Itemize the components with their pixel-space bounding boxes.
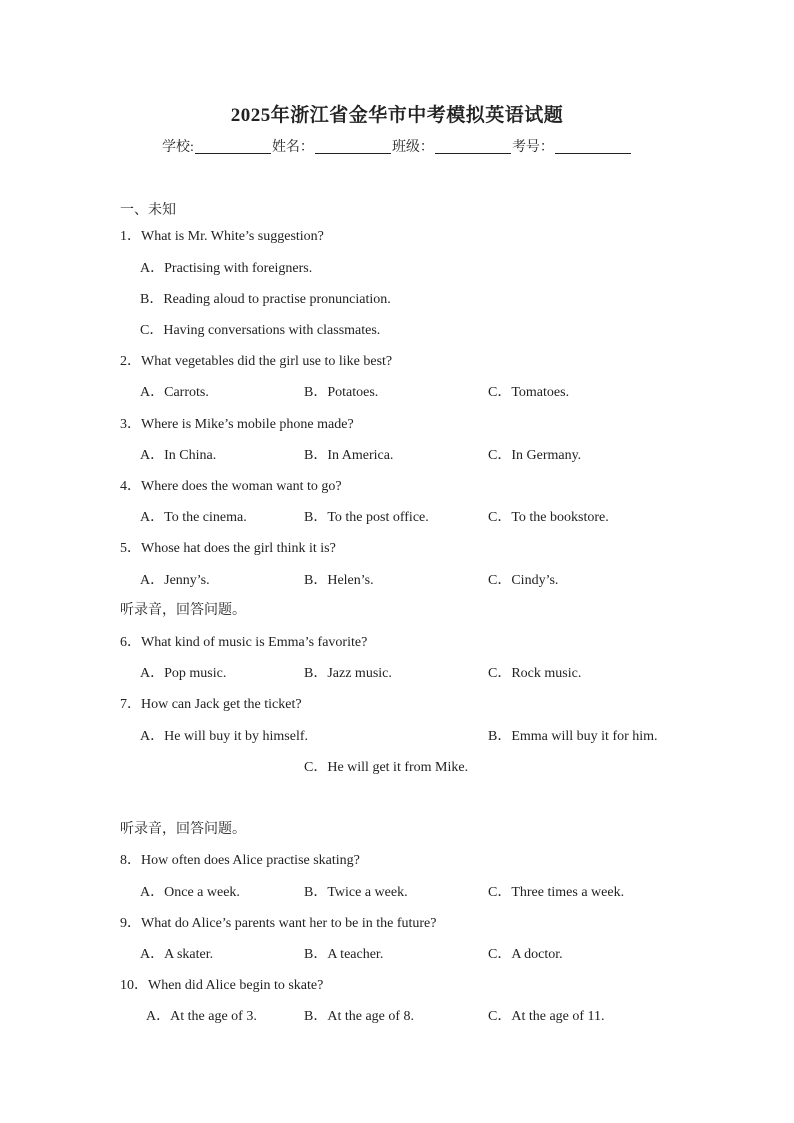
option-text: Cindy’s. [511, 573, 559, 588]
option-b [140, 293, 391, 307]
option-a [140, 511, 247, 525]
option-letter: C． [488, 666, 512, 681]
option-text: Jazz music. [327, 666, 392, 681]
section-heading: 一、未知 [120, 203, 176, 218]
option-text: To the post office. [327, 510, 429, 525]
option-a [140, 948, 213, 962]
question-7 [120, 698, 302, 712]
option-letter: C． [488, 885, 512, 900]
option-text: To the bookstore. [511, 510, 609, 525]
question-number: 5． [120, 541, 141, 556]
question-number: 6． [120, 635, 141, 650]
option-text: Twice a week. [327, 885, 408, 900]
option-a [146, 1010, 257, 1024]
question-number: 10． [120, 978, 148, 993]
option-text: In Germany. [511, 448, 582, 463]
page-title: 2025年浙江省金华市中考模拟英语试题 [230, 105, 564, 126]
option-c [488, 449, 581, 463]
school-label: 学校: [162, 140, 194, 155]
question-6 [120, 636, 367, 650]
option-c [488, 948, 563, 962]
option-text: Pop music. [164, 666, 227, 681]
question-text: How can Jack get the ticket? [141, 697, 302, 712]
question-5 [120, 542, 336, 556]
option-letter: A． [140, 573, 165, 588]
question-text: Whose hat does the girl think it is? [141, 541, 336, 556]
name-blank[interactable] [315, 139, 391, 154]
listening-instruction: 听录音，回答问题。 [120, 603, 246, 618]
school-blank[interactable] [195, 139, 271, 154]
option-letter: B． [140, 292, 164, 307]
exam-number-blank[interactable] [555, 139, 631, 154]
option-text: Jenny’s. [164, 573, 210, 588]
exam-number-label: 考号： [511, 140, 554, 155]
option-letter: C． [488, 385, 512, 400]
class-blank[interactable] [435, 139, 511, 154]
option-b [304, 574, 374, 588]
option-text: At the age of 8. [327, 1009, 415, 1024]
option-text: Helen’s. [327, 573, 374, 588]
question-text: When did Alice begin to skate? [148, 978, 324, 993]
question-number: 3． [120, 417, 141, 432]
option-letter: B． [304, 1009, 328, 1024]
option-letter: A． [140, 729, 165, 744]
option-a [140, 667, 226, 681]
option-c [488, 667, 581, 681]
option-text: Potatoes. [327, 385, 379, 400]
option-b [304, 667, 392, 681]
option-a [140, 386, 209, 400]
option-c [488, 886, 624, 900]
option-letter: C． [488, 448, 512, 463]
option-text: Once a week. [164, 885, 240, 900]
option-b [304, 511, 429, 525]
option-text: At the age of 11. [511, 1009, 605, 1024]
option-text: A doctor. [511, 947, 563, 962]
option-text: A skater. [164, 947, 214, 962]
option-b [304, 886, 408, 900]
option-letter: B． [304, 573, 328, 588]
option-c [140, 324, 380, 338]
option-letter: B． [304, 385, 328, 400]
option-text: Practising with foreigners. [164, 261, 313, 276]
question-number: 1． [120, 229, 141, 244]
option-a [140, 886, 240, 900]
option-letter: C． [488, 947, 512, 962]
option-letter: B． [304, 947, 328, 962]
option-c [488, 1010, 605, 1024]
option-text: Having conversations with classmates. [163, 323, 381, 338]
option-b [304, 948, 383, 962]
question-3 [120, 418, 354, 432]
listening-instruction: 听录音，回答问题。 [120, 822, 246, 837]
option-letter: B． [304, 448, 328, 463]
option-letter: A． [140, 666, 165, 681]
option-b [304, 449, 393, 463]
option-a [140, 730, 308, 744]
question-text: How often does Alice practise skating? [141, 853, 360, 868]
question-text: What do Alice’s parents want her to be in the future? [141, 916, 437, 931]
option-letter: A． [140, 947, 165, 962]
option-letter: C． [140, 323, 164, 338]
option-a [140, 262, 312, 276]
option-letter: A． [140, 385, 165, 400]
option-letter: B． [304, 510, 328, 525]
option-b [488, 730, 658, 744]
option-letter: A． [140, 261, 165, 276]
option-letter: C． [488, 510, 512, 525]
option-text: Tomatoes. [511, 385, 570, 400]
name-label: 姓名： [271, 140, 314, 155]
option-c [488, 386, 569, 400]
question-text: Where is Mike’s mobile phone made? [141, 417, 354, 432]
option-c [488, 574, 558, 588]
option-letter: A． [140, 510, 165, 525]
option-b [304, 1010, 414, 1024]
question-text: What vegetables did the girl use to like best? [141, 354, 393, 369]
question-number: 4． [120, 479, 141, 494]
class-label: 班级： [391, 140, 434, 155]
option-text: Carrots. [164, 385, 209, 400]
option-text: At the age of 3. [170, 1009, 257, 1024]
question-8 [120, 854, 360, 868]
option-letter: C． [488, 573, 512, 588]
question-text: What kind of music is Emma’s favorite? [141, 635, 368, 650]
option-text: Emma will buy it for him. [511, 729, 658, 744]
option-letter: A． [140, 448, 165, 463]
option-letter: A． [140, 885, 165, 900]
question-text: What is Mr. White’s suggestion? [141, 229, 324, 244]
option-text: To the cinema. [164, 510, 247, 525]
option-letter: B． [304, 885, 328, 900]
option-c [488, 511, 609, 525]
option-text: Rock music. [511, 666, 582, 681]
question-number: 8． [120, 853, 141, 868]
option-c [304, 761, 468, 775]
question-number: 9． [120, 916, 141, 931]
option-text: A teacher. [327, 947, 384, 962]
question-1 [120, 230, 324, 244]
option-letter: B． [304, 666, 328, 681]
option-letter: C． [488, 1009, 512, 1024]
question-text: Where does the woman want to go? [141, 479, 342, 494]
option-letter: B． [488, 729, 512, 744]
student-info-line [0, 139, 794, 155]
question-9 [120, 917, 436, 931]
question-number: 2． [120, 354, 141, 369]
option-text: In America. [327, 448, 394, 463]
option-text: He will buy it by himself. [164, 729, 309, 744]
option-text: In China. [164, 448, 217, 463]
option-b [304, 386, 378, 400]
question-number: 7． [120, 697, 141, 712]
option-a [140, 574, 210, 588]
question-10 [120, 979, 323, 993]
option-letter: C． [304, 760, 328, 775]
question-4 [120, 480, 342, 494]
option-text: Reading aloud to practise pronunciation. [163, 292, 391, 307]
option-text: Three times a week. [511, 885, 625, 900]
option-a [140, 449, 216, 463]
option-text: He will get it from Mike. [327, 760, 469, 775]
option-letter: A． [146, 1009, 171, 1024]
question-2 [120, 355, 392, 369]
